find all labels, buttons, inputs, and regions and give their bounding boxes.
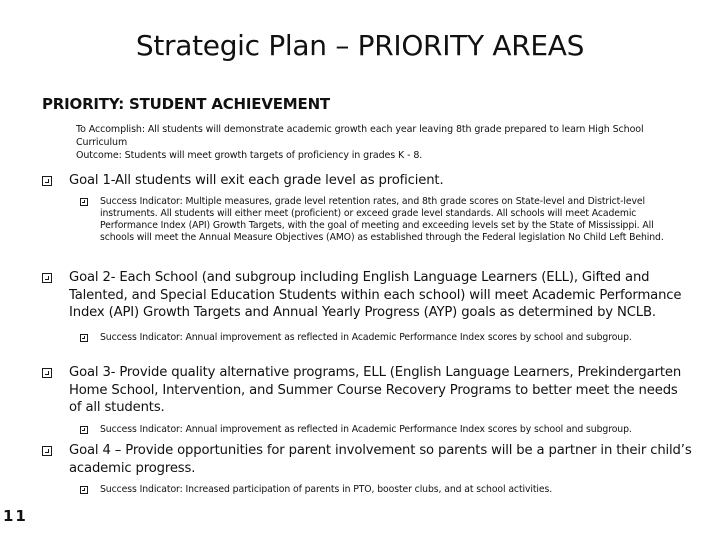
slide-title: Strategic Plan – PRIORITY AREAS [135, 29, 585, 62]
checkbox-bullet-icon [80, 334, 88, 342]
goal-3 [42, 364, 692, 417]
accomplish-block [76, 123, 686, 162]
goal-4-text: Goal 4 – Provide opportunities for parent involvement so parents will be a partner in their child’s academic progress. [69, 443, 692, 476]
checkbox-bullet-icon [80, 486, 88, 494]
goal-3-indicator [80, 424, 690, 436]
goal-2 [42, 269, 692, 322]
checkbox-bullet-icon [42, 176, 52, 186]
goal-1-text: Goal 1-All students will exit each grade level as proficient. [69, 173, 444, 188]
goal-3-indicator-text: Success Indicator: Annual improvement as reflected in Academic Performance Index scores by school and subgroup. [100, 424, 632, 435]
to-accomplish-text: To Accomplish: All students will demonstrate academic growth each year leaving 8th grade prepared to learn High School Curriculum [76, 124, 644, 148]
goal-4-indicator [80, 484, 690, 496]
goal-1-indicator-text: Success Indicator: Multiple measures, grade level retention rates, and 8th grade scores on State-level and District-level instruments. All students will either meet (proficient) or exceed grade level standards. All schools will meet Academic Performance Index (API) Growth Targets, with the goal of meeting and exceeding levels set by the State of Mississippi. All schools will meet the Annual Measure Objectives (AMO) as established through the Federal legislation No Child Left Behind. [100, 196, 664, 243]
checkbox-bullet-icon [42, 446, 52, 456]
goal-3-text: Goal 3- Provide quality alternative programs, ELL (English Language Learners, Prekindergarten Home School, Intervention, and Summer Course Recovery Programs to better meet the needs of all students. [69, 365, 682, 415]
checkbox-bullet-icon [80, 426, 88, 434]
outcome-text: Outcome: Students will meet growth targets of proficiency in grades K - 8. [76, 150, 423, 161]
goal-4-indicator-text: Success Indicator: Increased participation of parents in PTO, booster clubs, and at school activities. [100, 484, 553, 495]
goal-2-indicator-text: Success Indicator: Annual improvement as reflected in Academic Performance Index scores by school and subgroup. [100, 332, 632, 343]
goal-2-text: Goal 2- Each School (and subgroup including English Language Learners (ELL), Gifted and Talented, and Special Education Students within each school) will meet Academic Performance Index (API) Growth Targets and Annual Yearly Progress (AYP) goals as determined by NCLB. [69, 270, 682, 320]
goal-2-indicator [80, 332, 690, 344]
goal-4 [42, 442, 692, 477]
checkbox-bullet-icon [42, 273, 52, 283]
page-number: 11 [3, 507, 28, 525]
checkbox-bullet-icon [80, 198, 88, 206]
goal-1-indicator [80, 196, 690, 244]
checkbox-bullet-icon [42, 368, 52, 378]
goal-1 [42, 172, 692, 190]
priority-heading: PRIORITY: STUDENT ACHIEVEMENT [42, 95, 330, 113]
